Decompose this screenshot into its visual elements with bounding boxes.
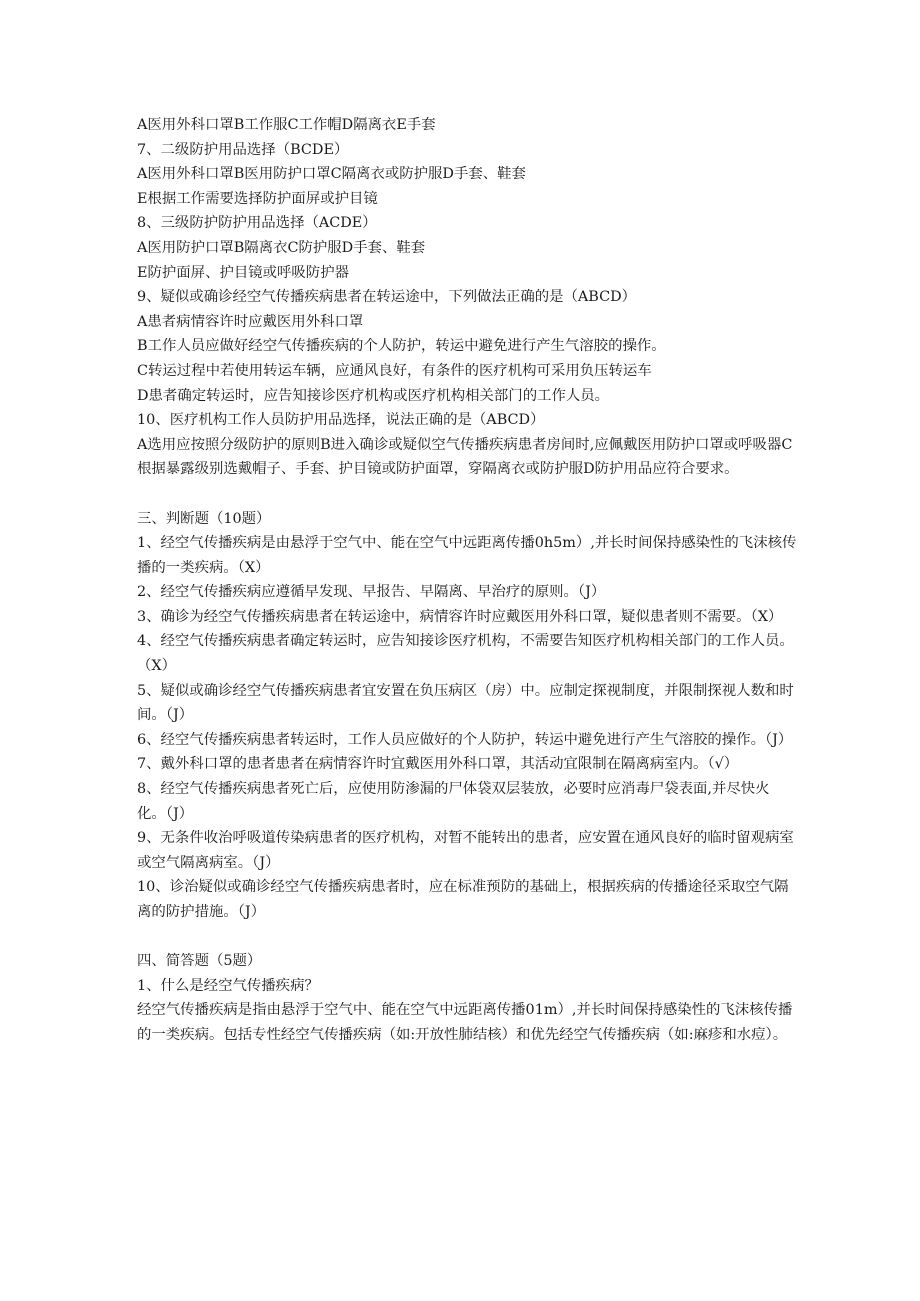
judgment-item: 4、经空气传播疾病患者确定转运时，应告知接诊医疗机构，不需要告知医疗机构相关部门的工作人员。（X） <box>137 633 794 675</box>
q7-options-2: E根据工作需要选择防护面屏或护目镜 <box>137 190 378 207</box>
short-answer-q1-title: 1、什么是经空气传播疾病？ <box>137 977 319 994</box>
judgment-item: 9、无条件收治呼吸道传染病患者的医疗机构，对暂不能转出的患者，应安置在通风良好的临时留观病室或空气隔离病室。（J） <box>137 830 794 871</box>
section-gap <box>137 925 797 950</box>
short-answer-q1-answer: 经空气传播疾病是指由悬浮于空气中、能在空气中远距离传播01m）,并长时间保持感染性的飞沫核传播的一类疾病。包括专性经空气传播疾病（如:开放性肺结核）和优先经空气传播疾病（如:麻疹和水痘）。 <box>137 1002 793 1043</box>
q10-title: 10、医疗机构工作人员防护用品选择，说法正确的是（ABCD） <box>137 412 545 429</box>
section3-heading: 三、判断题（10题） <box>137 510 271 527</box>
section4-heading: 四、简答题（5题） <box>137 953 262 970</box>
q8-options-2: E防护面屏、护目镜或呼吸防护器 <box>137 264 349 281</box>
judgment-item: 10、诊治疑似或确诊经空气传播疾病患者时，应在标准预防的基础上，根据疾病的传播途径采取空气隔离的防护措施。（J） <box>137 879 789 920</box>
judgment-item: 8、经空气传播疾病患者死亡后，应使用防渗漏的尸体袋双层装放，必要时应消毒尸袋表面,并尽快火化。（J） <box>137 781 770 822</box>
document-body <box>137 113 797 1048</box>
q6-options: A医用外科口罩B工作服C工作帽D隔离衣E手套 <box>137 117 436 133</box>
judgment-item: 6、经空气传播疾病患者转运时，工作人员应做好的个人防护，转运中避免进行产生气溶胶的操作。（J） <box>137 731 793 748</box>
q8-title: 8、三级防护防护用品选择（ACDE） <box>137 215 377 232</box>
q10-body: A选用应按照分级防护的原则B进入确诊或疑似空气传播疾病患者房间时,应佩戴医用防护口罩或呼吸器C根据暴露级别选戴帽子、手套、护目镜或防护面罩，穿隔离衣或防护服D防护用品应符合要求。 <box>137 436 793 478</box>
q9-option-d: D患者确定转运时，应告知接诊医疗机构或医疗机构相关部门的工作人员。 <box>137 387 610 404</box>
judgment-item: 5、疑似或确诊经空气传播疾病患者宜安置在负压病区（房）中。应制定探视制度，并限制探视人数和时间。（J） <box>137 682 794 724</box>
q9-option-a: A患者病情容许时应戴医用外科口罩 <box>137 313 364 330</box>
q9-option-b: B工作人员应做好经空气传播疾病的个人防护，转运中避免进行产生气溶胶的操作。 <box>137 338 666 355</box>
q7-title: 7、二级防护用品选择（BCDE） <box>137 141 349 158</box>
q7-options-1: A医用外科口罩B医用防护口罩C隔离衣或防护服D手套、鞋套 <box>137 166 526 183</box>
judgment-item: 2、经空气传播疾病应遵循早发现、早报告、早隔离、早治疗的原则。（J） <box>137 584 606 601</box>
q9-option-c: C转运过程中若使用转运车辆，应通风良好，有条件的医疗机构可采用负压转运车 <box>137 362 652 379</box>
judgment-item: 3、确诊为经空气传播疾病患者在转运途中，病情容许时应戴医用外科口罩，疑似患者则不需要。（X） <box>137 608 783 625</box>
judgment-item: 1、经空气传播疾病是由悬浮于空气中、能在空气中远距离传播0h5m）,并长时间保持感染性的飞沫核传播的一类疾病。（X） <box>137 535 797 576</box>
judgment-item: 7、戴外科口罩的患者患者在病情容许时宜戴医用外科口罩，其活动宜限制在隔离病室内。（√） <box>137 756 739 773</box>
q8-options-1: A医用防护口罩B隔离衣C防护服D手套、鞋套 <box>137 239 426 256</box>
section-gap <box>137 482 797 507</box>
q9-title: 9、疑似或确诊经空气传播疾病患者在转运途中，下列做法正确的是（ABCD） <box>137 289 637 306</box>
